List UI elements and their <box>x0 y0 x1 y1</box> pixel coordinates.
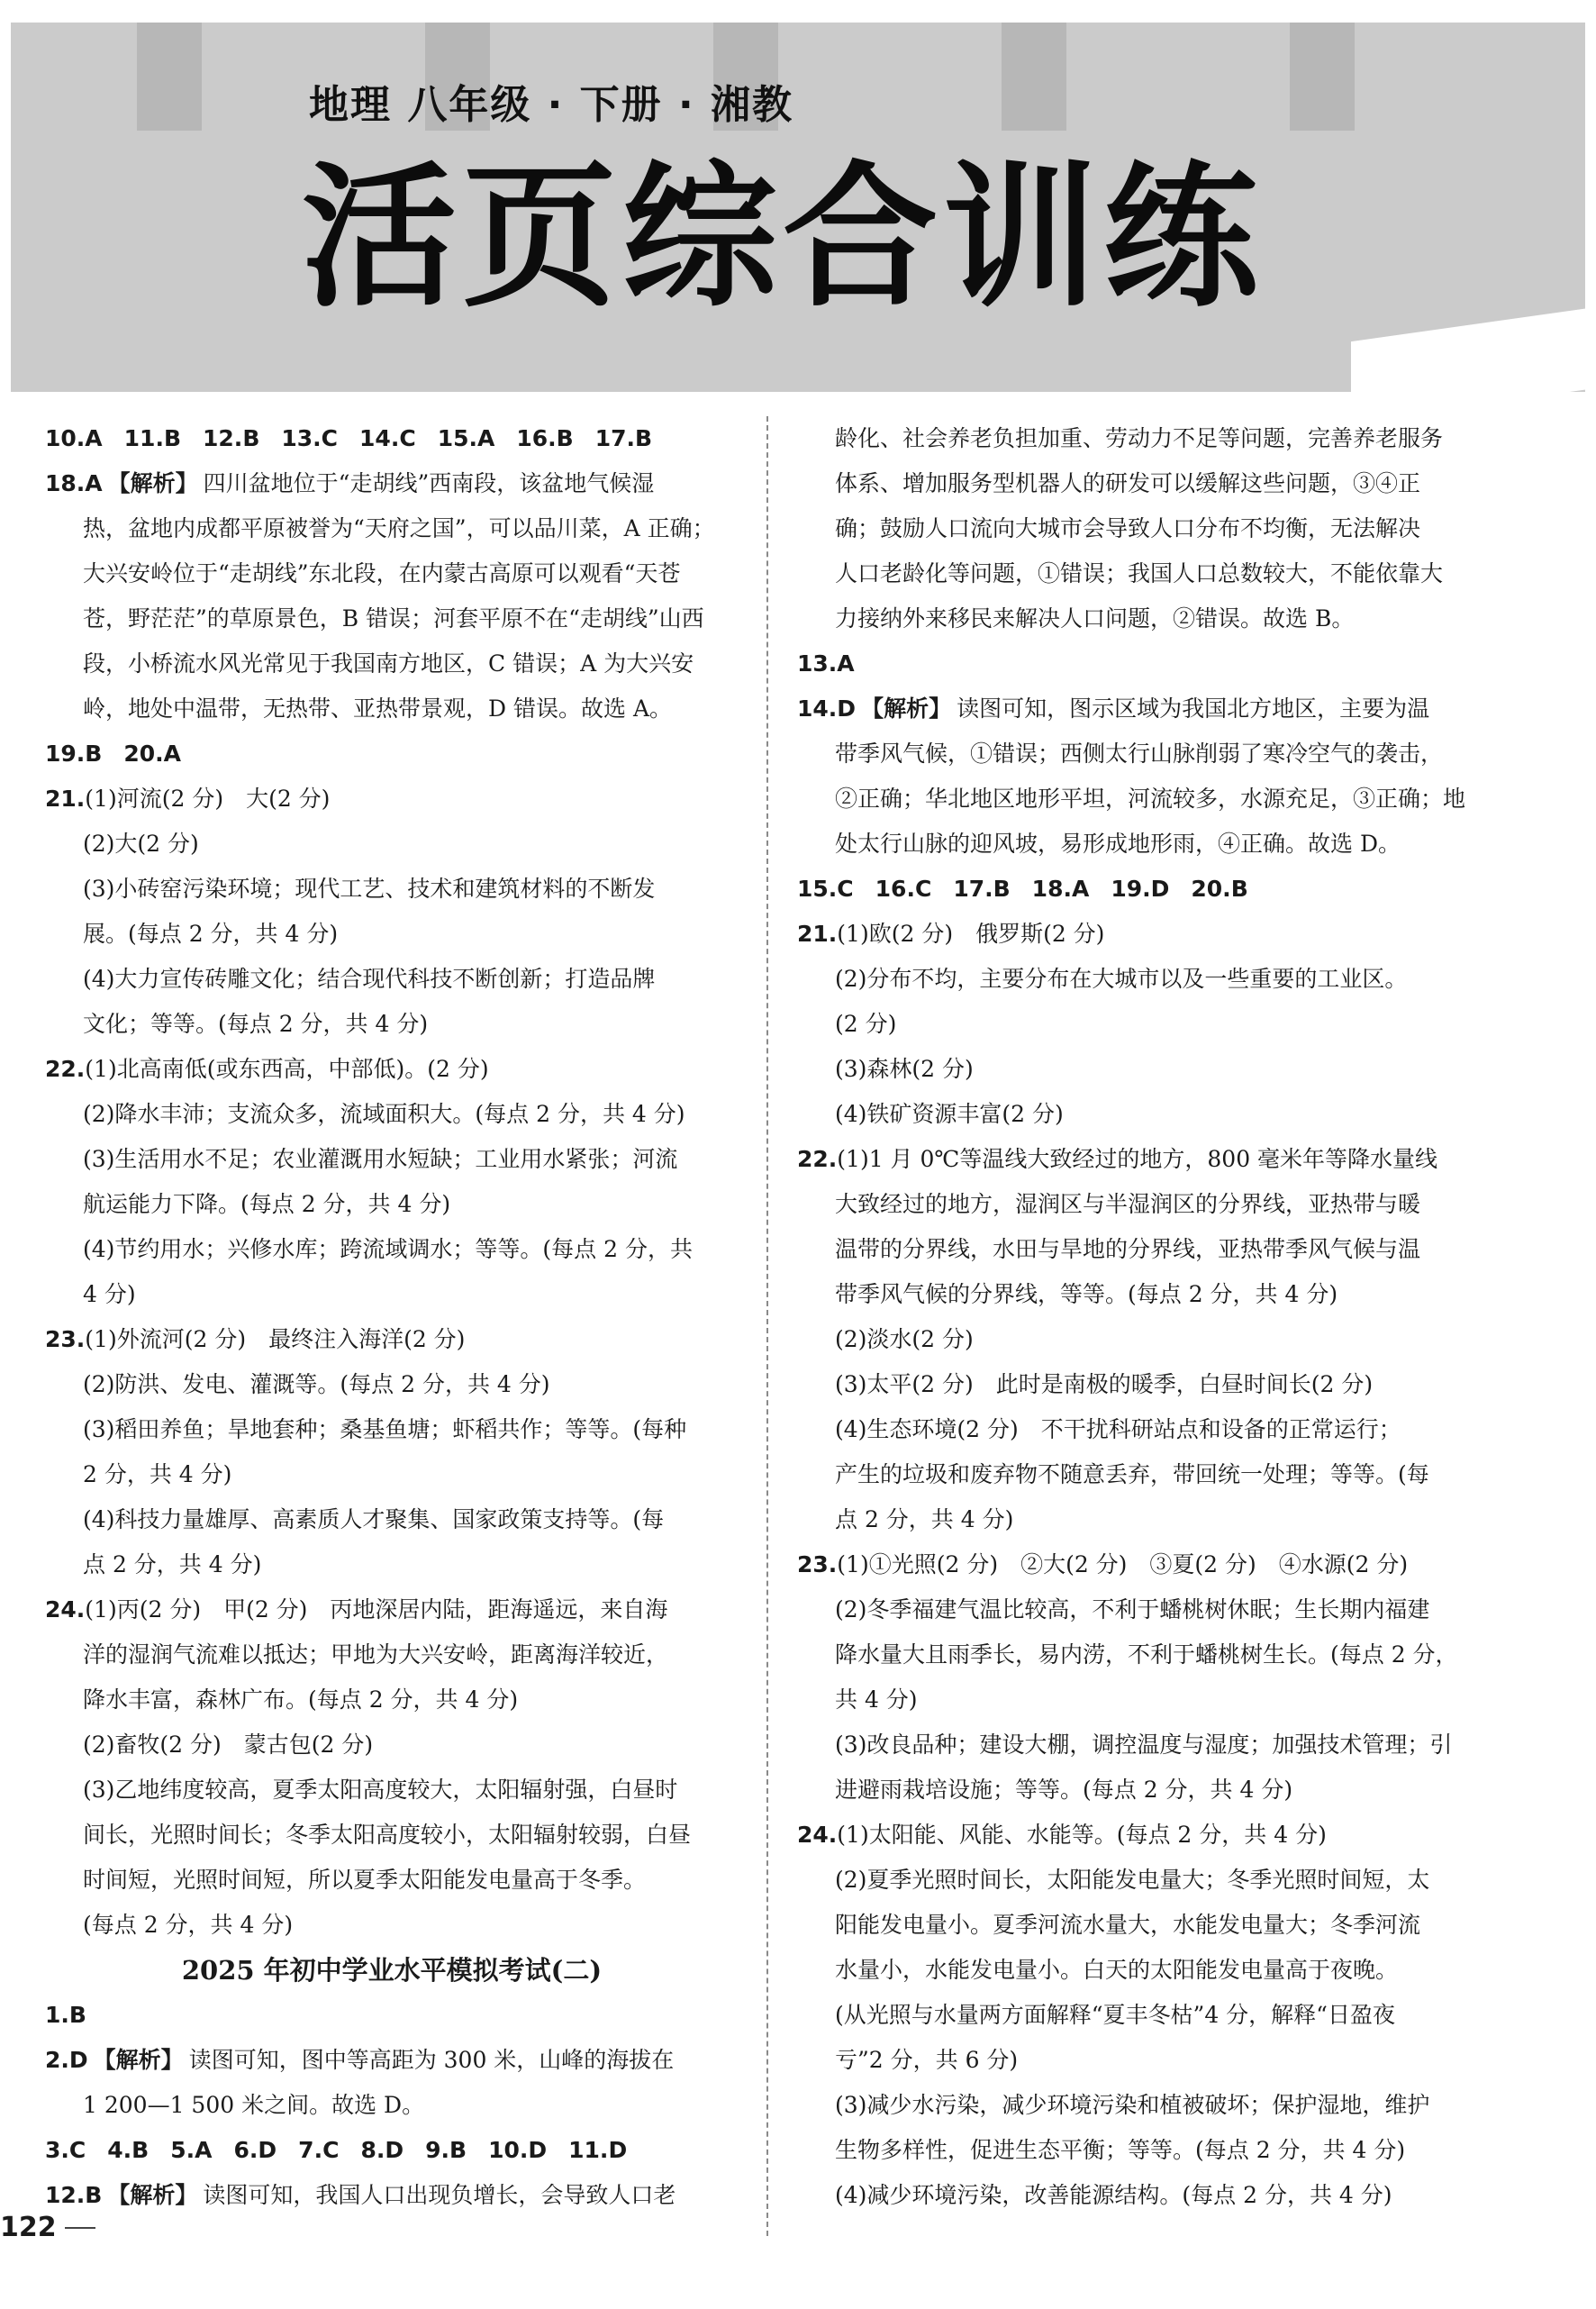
answer-text: (2 分) <box>835 1011 897 1037</box>
answer-choice: B <box>163 425 182 451</box>
answer-choice: A <box>476 425 495 451</box>
answer-line <box>797 1542 1495 1587</box>
answer-text: ②正确；华北地区地形平坦，河流较多，水源充足，③正确；地 <box>835 786 1466 812</box>
answer-line <box>45 1768 739 1813</box>
answer-choice: B <box>993 876 1011 902</box>
analysis-tag: 【解析】 <box>93 2047 184 2073</box>
answer-choice: A <box>85 425 103 451</box>
analysis-tag: 【解析】 <box>107 2182 198 2208</box>
answer-text: 确；鼓励人口流向大城市会导致人口分布不均衡，无法解决 <box>835 515 1421 541</box>
answer-text: (3)乙地纬度较高，夏季太阳高度较大，太阳辐射强，白昼时 <box>83 1777 678 1803</box>
answer-text: 处太行山脉的迎风坡，易形成地形雨，④正确。故选 D。 <box>835 831 1401 857</box>
answer-line <box>797 1092 1495 1137</box>
answer-line <box>797 1362 1495 1407</box>
answer-line <box>797 1272 1495 1317</box>
question-number: 24. <box>797 1822 838 1848</box>
answer-line <box>797 1858 1495 1903</box>
answer-line <box>45 2038 739 2083</box>
answer-item <box>797 650 855 677</box>
answer-line <box>797 2128 1495 2173</box>
answer-text: (4)铁矿资源丰富(2 分) <box>835 1101 1064 1127</box>
answer-line <box>45 1317 739 1362</box>
answer-choice: D <box>1150 876 1170 902</box>
question-number: 22. <box>45 1056 86 1082</box>
answer-text: (3)稻田养鱼；旱地套种；桑基鱼塘；虾稻共作；等等。(每种 <box>83 1416 687 1442</box>
binding-hole <box>1290 23 1355 131</box>
question-number: 11. <box>123 425 164 451</box>
answer-text: (1)太阳能、风能、水能等。(每点 2 分，共 4 分) <box>837 1822 1327 1848</box>
answer-text: 降水量大且雨季长，易内涝，不利于蟠桃树生长。(每点 2 分， <box>835 1641 1458 1668</box>
question-number: 3. <box>45 2137 69 2163</box>
answer-line <box>797 506 1495 551</box>
right-column <box>797 416 1495 2218</box>
answer-text: 力接纳外来移民来解决人口问题，②错误。故选 B。 <box>835 605 1355 632</box>
answer-text: 洋的湿润气流难以抵达；甲地为大兴安岭，距离海洋较近， <box>83 1641 669 1668</box>
column-divider <box>766 416 768 2236</box>
question-number: 10. <box>488 2137 529 2163</box>
question-number: 23. <box>797 1551 838 1577</box>
answer-line <box>45 1362 739 1407</box>
question-number: 1. <box>45 2002 69 2028</box>
answer-text: 时间短，光照时间短，所以夏季太阳能发电量高于冬季。 <box>83 1867 647 1893</box>
answer-text: 进避雨栽培设施；等等。(每点 2 分，共 4 分) <box>835 1777 1293 1803</box>
answer-line <box>797 686 1495 732</box>
page-number: 122 <box>0 2212 57 2243</box>
answer-line <box>797 1182 1495 1227</box>
question-number: 15. <box>797 876 838 902</box>
answer-choice: B <box>85 741 103 767</box>
answer-text: (3)小砖窑污染环境；现代工艺、技术和建筑材料的不断发 <box>83 876 656 902</box>
answer-text: (1)丙(2 分) 甲(2 分) 丙地深居内陆，距海遥远，来自海 <box>85 1596 668 1623</box>
question-number: 6. <box>233 2137 258 2163</box>
answer-text: 读图可知，我国人口出现负增长，会导致人口老 <box>203 2182 676 2208</box>
answer-text: (3)生活用水不足；农业灌溉用水短缺；工业用水紧张；河流 <box>83 1146 678 1172</box>
answer-text: 降水丰富，森林广布。(每点 2 分，共 4 分) <box>83 1686 519 1713</box>
answer-text: 水量小，水能发电量小。白天的太阳能发电量高于夜晚。 <box>835 1957 1399 1983</box>
answer-line <box>45 506 739 551</box>
question-number: 13. <box>281 425 322 451</box>
answer-line <box>45 1407 739 1452</box>
answer-text: (3)太平(2 分) 此时是南极的暖季，白昼时间长(2 分) <box>835 1371 1374 1397</box>
answer-line <box>45 1723 739 1768</box>
answer-item <box>1111 876 1169 902</box>
answer-item <box>438 425 495 451</box>
answer-choice: D <box>258 2137 277 2163</box>
answer-text: 2 分，共 4 分) <box>83 1461 232 1487</box>
answer-line <box>797 1227 1495 1272</box>
answer-text: (1)1 月 0℃等温线大致经过的地方，800 毫米年等降水量线 <box>837 1146 1438 1172</box>
answer-line <box>45 686 739 732</box>
answer-item <box>123 741 181 767</box>
answer-text: (1)北高南低(或东西高，中部低)。(2 分) <box>85 1056 489 1082</box>
left-column <box>45 416 739 2218</box>
answer-line <box>45 1227 739 1272</box>
answer-line <box>45 1047 739 1092</box>
answer-choice: A <box>837 650 855 677</box>
question-number: 13. <box>797 650 838 677</box>
answer-text: 体系、增加服务型机器人的研发可以缓解这些问题，③④正 <box>835 470 1421 496</box>
answer-line <box>797 1632 1495 1677</box>
answer-item <box>516 425 573 451</box>
answer-line <box>797 641 1495 686</box>
answer-line <box>45 1632 739 1677</box>
answer-line <box>797 1723 1495 1768</box>
answer-line <box>45 1272 739 1317</box>
answer-line <box>797 912 1495 957</box>
answer-text: (每点 2 分，共 4 分) <box>83 1912 294 1938</box>
answer-line <box>797 416 1495 461</box>
answer-line <box>45 1002 739 1047</box>
question-number: 16. <box>516 425 557 451</box>
answer-line <box>45 1903 739 1948</box>
question-number: 12. <box>45 2182 86 2208</box>
answer-text: 4 分) <box>83 1281 136 1307</box>
answer-text: 点 2 分，共 4 分) <box>83 1551 262 1577</box>
binding-hole <box>1002 23 1066 131</box>
question-number: 2. <box>45 2047 69 2073</box>
answer-text: (1)外流河(2 分) 最终注入海洋(2 分) <box>85 1326 466 1352</box>
answer-line <box>45 1677 739 1723</box>
answer-choice: A <box>1071 876 1090 902</box>
answer-text: (2)大(2 分) <box>83 831 199 857</box>
answer-item <box>298 2137 339 2163</box>
book-title: 活页综合训练 <box>302 147 1264 328</box>
question-number: 24. <box>45 1596 86 1623</box>
answer-item <box>124 425 181 451</box>
answer-item <box>107 2137 149 2163</box>
answer-choice: A <box>85 470 103 496</box>
answer-item <box>45 741 102 767</box>
answer-choice: A <box>195 2137 213 2163</box>
page-number-rule <box>65 2227 95 2229</box>
answer-line <box>45 1813 739 1858</box>
answer-text: 航运能力下降。(每点 2 分，共 4 分) <box>83 1191 451 1217</box>
question-number: 8. <box>360 2137 385 2163</box>
question-number: 16. <box>875 876 915 902</box>
answer-item <box>45 2002 86 2028</box>
answer-line <box>797 1813 1495 1858</box>
answer-line <box>45 1452 739 1497</box>
answer-line <box>797 777 1495 822</box>
answer-text: (4)科技力量雄厚、高素质人才聚集、国家政策支持等。(每 <box>83 1506 665 1532</box>
answer-text: 阳能发电量小。夏季河流水量大，水能发电量大；冬季河流 <box>835 1912 1421 1938</box>
answer-choice: C <box>322 2137 340 2163</box>
answer-text: (从光照与水量两方面解释“夏丰冬枯”4 分，解释“日盈夜 <box>835 2002 1395 2028</box>
answer-item <box>797 876 854 902</box>
answer-line <box>45 822 739 867</box>
answer-line <box>797 461 1495 506</box>
answer-line <box>797 551 1495 596</box>
question-number: 14. <box>359 425 400 451</box>
answer-text: 热，盆地内成都平原被誉为“天府之国”，可以品川菜，A 正确； <box>83 515 715 541</box>
answer-line <box>45 1092 739 1137</box>
question-number: 17. <box>953 876 993 902</box>
book-subtitle: 地理 八年级 · 下册 · 湘教 <box>309 82 794 128</box>
answer-line <box>797 822 1495 867</box>
answer-text: 共 4 分) <box>835 1686 918 1713</box>
answer-choice: A <box>163 741 182 767</box>
answer-line <box>797 732 1495 777</box>
answer-text: 产生的垃圾和废弃物不随意丢弃，带回统一处理；等等。(每 <box>835 1461 1429 1487</box>
answer-text: 人口老龄化等问题，①错误；我国人口总数较大，不能依靠大 <box>835 560 1444 586</box>
question-number: 20. <box>1191 876 1231 902</box>
answer-line <box>45 1587 739 1632</box>
answer-choice: B <box>1230 876 1248 902</box>
answer-line <box>797 1452 1495 1497</box>
answer-item <box>488 2137 547 2163</box>
answer-line <box>45 1542 739 1587</box>
answer-text: 带季风气候，①错误；西侧太行山脉削弱了寒冷空气的袭击， <box>835 741 1444 767</box>
answer-line <box>45 461 739 506</box>
question-number: 21. <box>45 786 86 812</box>
answer-item <box>45 2137 86 2163</box>
answer-line <box>797 1587 1495 1632</box>
answer-text: (4)大力宣传砖雕文化；结合现代科技不断创新；打造品牌 <box>83 966 656 992</box>
answer-text: (1)欧(2 分) 俄罗斯(2 分) <box>837 921 1105 947</box>
answer-choice: B <box>556 425 574 451</box>
question-number: 12. <box>203 425 243 451</box>
answer-line <box>797 1903 1495 1948</box>
answer-text: (2)冬季福建气温比较高，不利于蟠桃树休眠；生长期内福建 <box>835 1596 1430 1623</box>
answer-item <box>425 2137 467 2163</box>
answer-choice: C <box>321 425 339 451</box>
answer-line <box>45 2128 739 2173</box>
answer-choice: B <box>85 2182 103 2208</box>
answer-choice: B <box>242 425 260 451</box>
answer-line <box>797 867 1495 912</box>
answer-choice: D <box>68 2047 88 2073</box>
answer-line <box>797 1317 1495 1362</box>
answer-item <box>359 425 416 451</box>
answer-line <box>45 596 739 641</box>
question-number: 15. <box>437 425 477 451</box>
answer-line <box>797 1948 1495 1993</box>
answer-line <box>45 1993 739 2038</box>
answer-line <box>797 1768 1495 1813</box>
question-number: 9. <box>425 2137 450 2163</box>
answer-text: (3)森林(2 分) <box>835 1056 974 1082</box>
question-number: 10. <box>45 425 86 451</box>
question-number: 17. <box>594 425 635 451</box>
answer-text: 四川盆地位于“走胡线”西南段，该盆地气候湿 <box>203 470 655 496</box>
answer-choice: D <box>837 695 857 722</box>
answer-choice: B <box>635 425 653 451</box>
question-number: 18. <box>1031 876 1072 902</box>
answer-line <box>45 732 739 777</box>
answer-line <box>797 1993 1495 2038</box>
answer-text: 苍，野茫茫”的草原景色，B 错误；河套平原不在“走胡线”山西 <box>83 605 704 632</box>
question-number: 23. <box>45 1326 86 1352</box>
analysis-tag: 【解析】 <box>107 470 198 496</box>
answer-line <box>45 957 739 1002</box>
answer-text: 温带的分界线，水田与旱地的分界线，亚热带季风气候与温 <box>835 1236 1421 1262</box>
answer-text: (1)河流(2 分) 大(2 分) <box>85 786 331 812</box>
answer-text: (4)生态环境(2 分) 不干扰科研站点和设备的正常运行； <box>835 1416 1401 1442</box>
answer-text: (3)减少水污染，减少环境污染和植被破坏；保护湿地，维护 <box>835 2092 1430 2118</box>
answer-line <box>797 596 1495 641</box>
answer-line <box>45 551 739 596</box>
answer-line <box>797 1002 1495 1047</box>
answer-text: 带季风气候的分界线，等等。(每点 2 分，共 4 分) <box>835 1281 1338 1307</box>
answer-text: 1 200—1 500 米之间。故选 D。 <box>83 2092 425 2118</box>
answer-choice: D <box>385 2137 404 2163</box>
question-number: 21. <box>797 921 838 947</box>
answer-item <box>1191 876 1247 902</box>
answer-text: 展。(每点 2 分，共 4 分) <box>83 921 339 947</box>
answer-text: 大兴安岭位于“走胡线”东北段，在内蒙古高原可以观看“天苍 <box>83 560 681 586</box>
answer-line <box>45 867 739 912</box>
answer-choice: C <box>68 2137 86 2163</box>
answer-line <box>797 1047 1495 1092</box>
answer-line <box>45 2083 739 2128</box>
question-number: 14. <box>797 695 838 722</box>
answer-text: (2)分布不均，主要分布在大城市以及一些重要的工业区。 <box>835 966 1408 992</box>
answer-line <box>797 2038 1495 2083</box>
answer-choice: B <box>68 2002 86 2028</box>
answer-text: (2)防洪、发电、灌溉等。(每点 2 分，共 4 分) <box>83 1371 550 1397</box>
answer-text: 生物多样性，促进生态平衡；等等。(每点 2 分，共 4 分) <box>835 2137 1406 2163</box>
question-number: 19. <box>45 741 86 767</box>
answer-line <box>45 1137 739 1182</box>
question-number: 5. <box>170 2137 195 2163</box>
answer-item <box>45 425 103 451</box>
answer-choice: B <box>131 2137 150 2163</box>
answer-text: 亏”2 分，共 6 分) <box>835 2047 1019 2073</box>
answer-line <box>45 641 739 686</box>
answer-text: 段，小桥流水风光常见于我国南方地区，C 错误；A 为大兴安 <box>83 650 694 677</box>
answer-item <box>234 2137 277 2163</box>
question-number: 18. <box>45 470 86 496</box>
answer-line <box>45 912 739 957</box>
answer-line <box>797 1407 1495 1452</box>
answer-item <box>170 2137 212 2163</box>
answer-item <box>360 2137 404 2163</box>
question-number: 20. <box>123 741 164 767</box>
answer-line <box>797 1137 1495 1182</box>
answer-item <box>595 425 652 451</box>
answer-text: (2)夏季光照时间长，太阳能发电量大；冬季光照时间短，太 <box>835 1867 1430 1893</box>
answer-choice: C <box>399 425 416 451</box>
answer-choice: C <box>914 876 932 902</box>
answer-text: (4)减少环境污染，改善能源结构。(每点 2 分，共 4 分) <box>835 2182 1392 2208</box>
answer-text: 点 2 分，共 4 分) <box>835 1506 1014 1532</box>
answer-text: 岭，地处中温带，无热带、亚热带景观，D 错误。故选 A。 <box>83 695 672 722</box>
answer-item <box>568 2137 627 2163</box>
answer-text: 间长，光照时间长；冬季太阳高度较小，太阳辐射较弱，白昼 <box>83 1822 692 1848</box>
question-number: 19. <box>1111 876 1151 902</box>
answer-text: (2)降水丰沛；支流众多，流域面积大。(每点 2 分，共 4 分) <box>83 1101 685 1127</box>
answer-text: (2)畜牧(2 分) 蒙古包(2 分) <box>83 1732 374 1758</box>
answer-item <box>1032 876 1090 902</box>
answer-line <box>797 957 1495 1002</box>
answer-line <box>45 1182 739 1227</box>
answer-choice: D <box>608 2137 628 2163</box>
answer-item <box>203 425 259 451</box>
answer-item <box>281 425 338 451</box>
answer-line <box>45 1858 739 1903</box>
answer-line <box>45 777 739 822</box>
section-title: 2025 年初中学业水平模拟考试(二) <box>181 1955 603 1986</box>
answer-text: 文化；等等。(每点 2 分，共 4 分) <box>83 1011 429 1037</box>
answer-choice: C <box>837 876 854 902</box>
question-number: 4. <box>107 2137 132 2163</box>
answer-item <box>875 876 932 902</box>
analysis-tag: 【解析】 <box>861 695 952 722</box>
question-number: 11. <box>568 2137 609 2163</box>
answer-choice: B <box>449 2137 467 2163</box>
answer-text: (2)淡水(2 分) <box>835 1326 974 1352</box>
answer-text: 大致经过的地方，湿润区与半湿润区的分界线，亚热带与暖 <box>835 1191 1421 1217</box>
answer-text: 龄化、社会养老负担加重、劳动力不足等问题，完善养老服务 <box>835 425 1444 451</box>
binding-hole <box>137 23 202 131</box>
answer-line <box>45 2173 739 2218</box>
question-number: 22. <box>797 1146 838 1172</box>
answer-text: (1)①光照(2 分) ②大(2 分) ③夏(2 分) ④水源(2 分) <box>837 1551 1409 1577</box>
answer-item <box>953 876 1010 902</box>
answer-choice: D <box>528 2137 548 2163</box>
answer-text: (4)节约用水；兴修水库；跨流域调水；等等。(每点 2 分，共 <box>83 1236 693 1262</box>
answer-text: 读图可知，图中等高距为 300 米，山峰的海拔在 <box>188 2047 675 2073</box>
question-number: 7. <box>298 2137 323 2163</box>
answer-text: (3)改良品种；建设大棚，调控温度与湿度；加强技术管理；引 <box>835 1732 1453 1758</box>
answer-line <box>797 1497 1495 1542</box>
answer-line <box>797 1677 1495 1723</box>
answer-line <box>45 416 739 461</box>
answer-line <box>797 2173 1495 2218</box>
answer-text: 读图可知，图示区域为我国北方地区，主要为温 <box>957 695 1430 722</box>
answer-line <box>797 2083 1495 2128</box>
answer-line <box>45 1497 739 1542</box>
